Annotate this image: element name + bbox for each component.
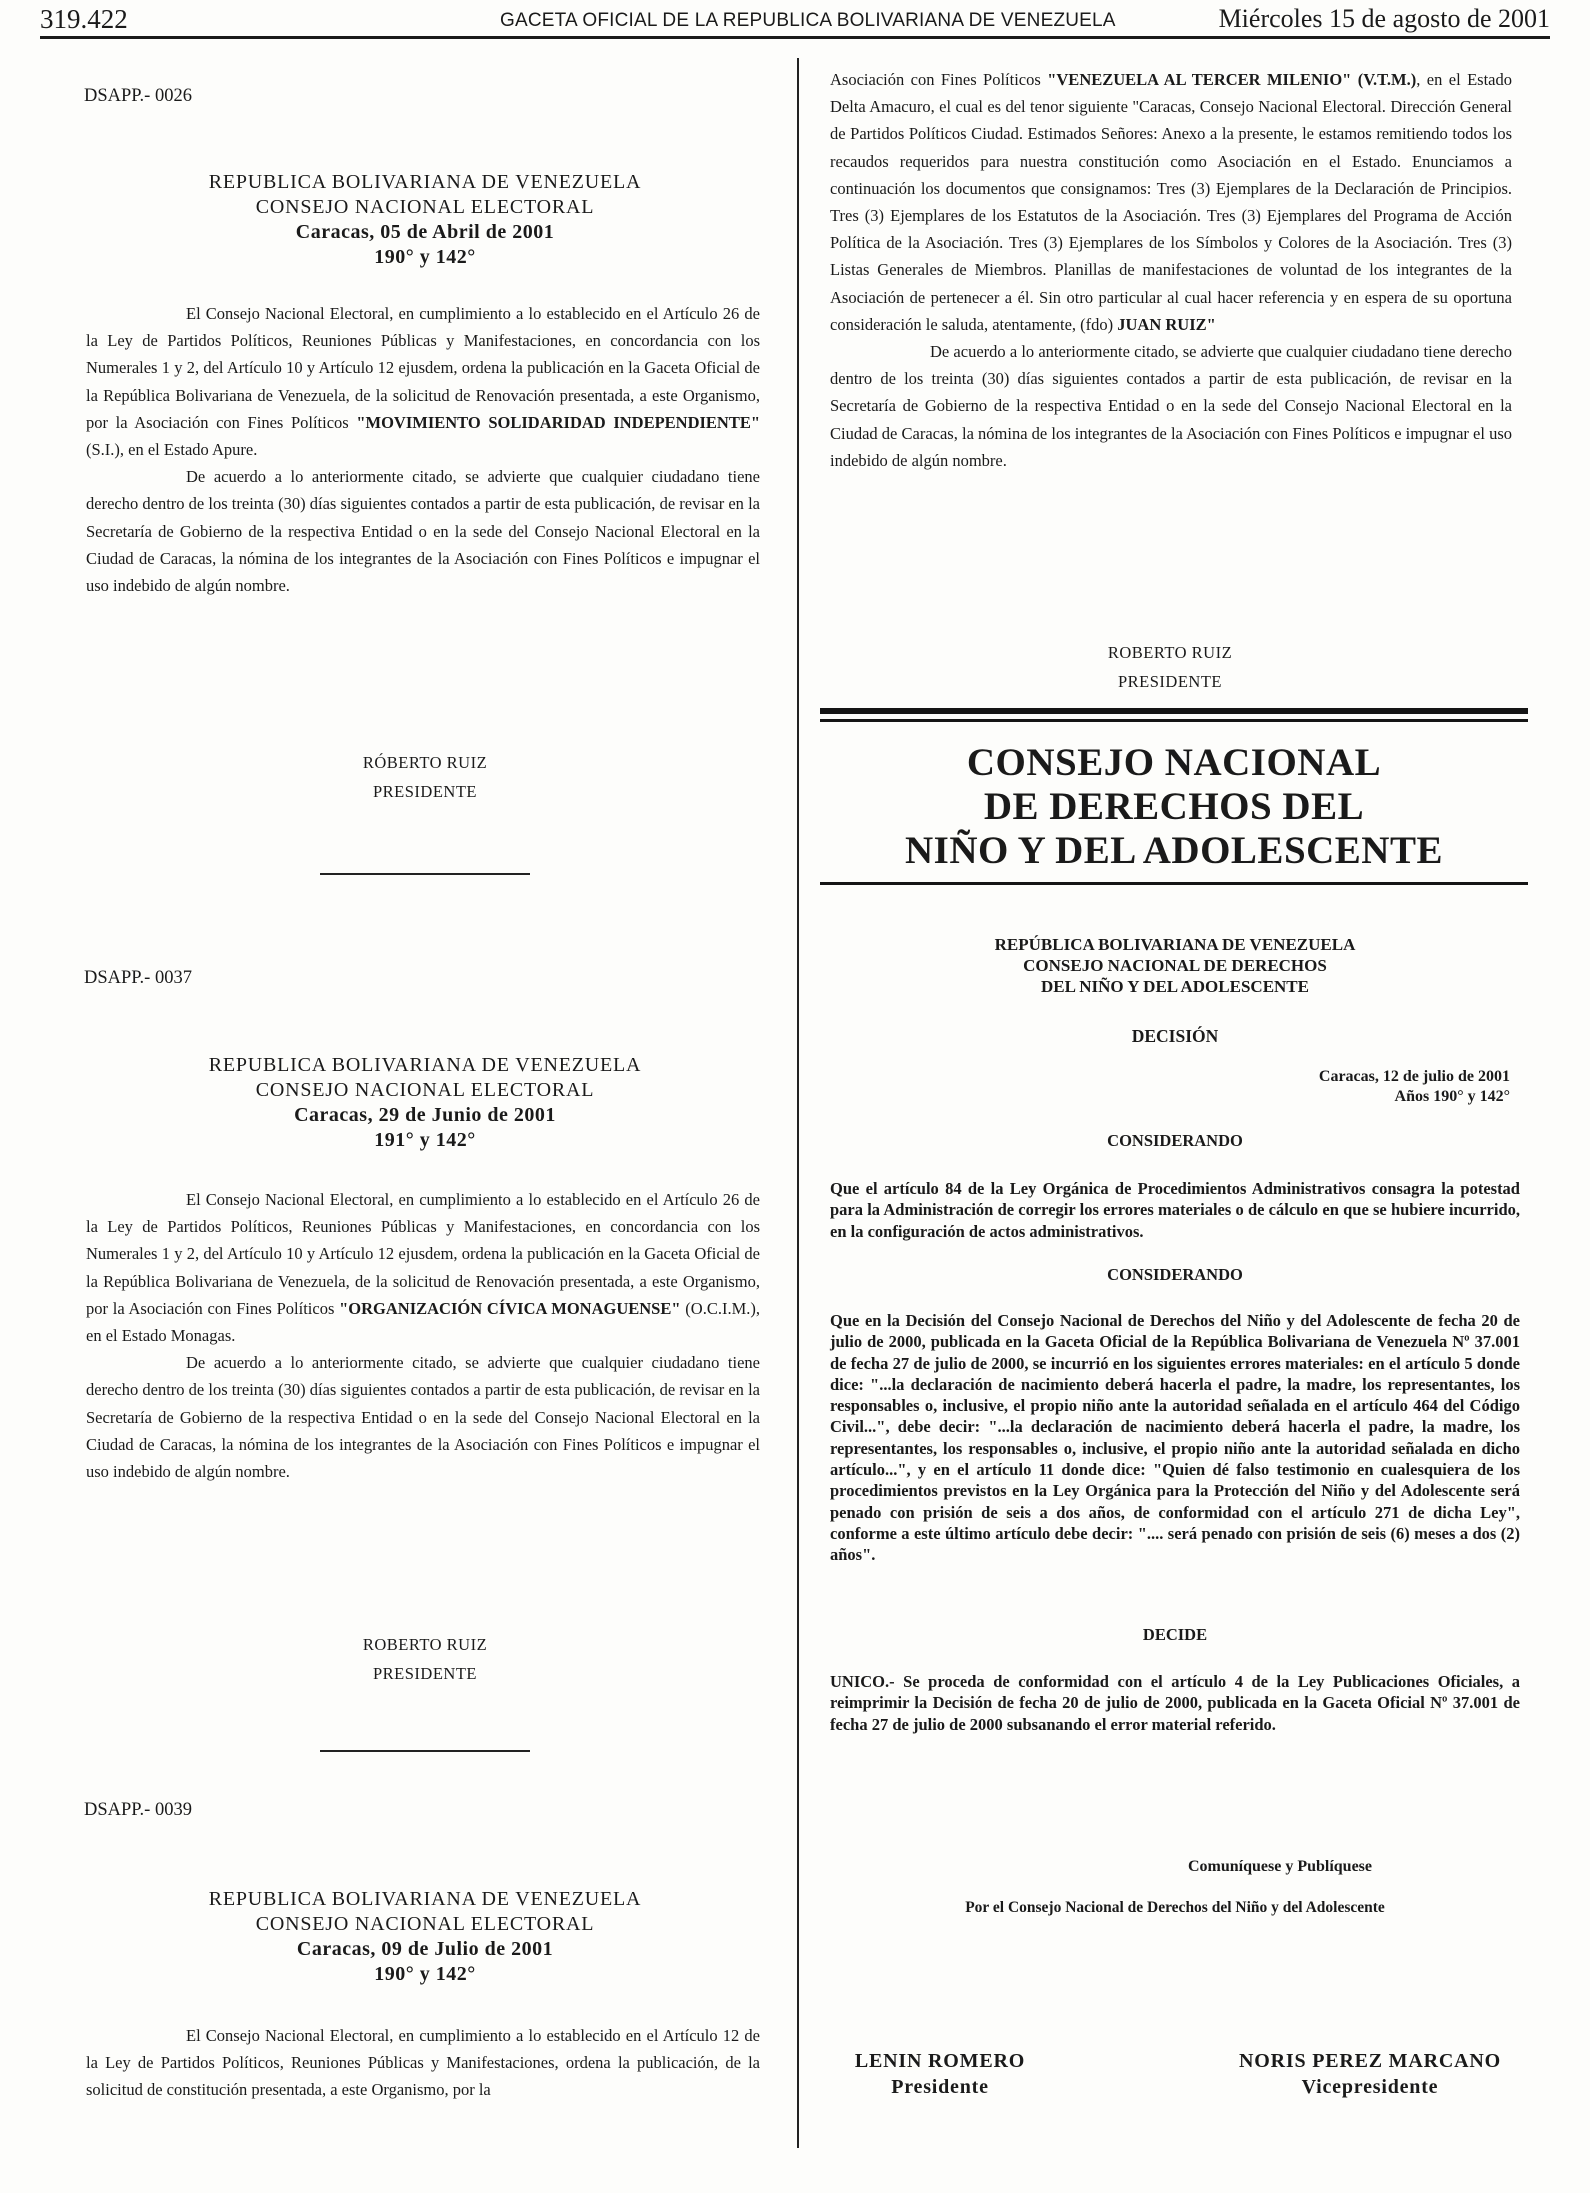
paragraph-tail: (S.I.), en el Estado Apure. bbox=[86, 440, 258, 460]
clause-paragraph: Que en la Decisión del Consejo Nacional de Derechos del Niño y del Adolescente de fecha 20 de julio de 2000, publicada en la Gaceta Oficial de la República Bolivariana de Venezuela Nº 37.001 de fecha 27 de julio de 2000, se incurrió en los siguientes errores materiales: en el artículo 5 donde dice: "...la declaración de nacimiento deberá hacerla el padre, la madre, los representantes, los responsables o, inclusive, el propio niño ante la autoridad señalada en el artículo 464 del Código Civil...", debe decir: "...la declaración de nacimiento deberá hacerla el padre, la madre, los representantes, los responsables o, inclusive, el propio niño ante la autoridad señalada en dicho artículo...", y en el artículo 11 donde dice: "Quien dé falso testimonio en cualesquiera de los procedimientos previstos en la Ley Orgánica para la Protección del Niño y del Adolescente será penado con prisión de seis a dos años, de conformidad con el artículo 271 de dicha Ley", conforme a este último artículo debe decir: ".... será penado con prisión de seis (6) meses a dos (2) años". bbox=[830, 1311, 1520, 1565]
decision-date bbox=[1200, 1067, 1510, 1107]
signer-name: RÓBERTO RUIZ bbox=[362, 753, 488, 772]
separator-rule bbox=[320, 1750, 530, 1752]
signer-name: NORIS PEREZ MARCANO bbox=[1239, 2050, 1501, 2072]
por-consejo-line: Por el Consejo Nacional de Derechos del Niño y del Adolescente bbox=[965, 1899, 1385, 1916]
years: Años 190° y 142° bbox=[1394, 1088, 1510, 1105]
signature-block bbox=[815, 2048, 1065, 2100]
signer-name: LENIN ROMERO bbox=[854, 2050, 1026, 2072]
clause-paragraph: Que el artículo 84 de la Ley Orgánica de Procedimientos Administrativos consagra la potestad para la Administración de corregir los errores materiales o de cálculo en que se hubiere incurrido, en la configuración de actos administrativos. bbox=[830, 1179, 1520, 1241]
considerando-heading: CONSIDERANDO bbox=[1107, 1265, 1243, 1284]
paragraph-text: Asociación con Fines Políticos bbox=[830, 70, 1041, 89]
clause-paragraph: UNICO.- Se proceda de conformidad con el artículo 4 de la Ley Publicaciones Oficiales, a reimprimir la Decisión de fecha 20 de julio de 2000, publicada en la Gaceta Oficial Nº 37.001 de fecha 27 de julio de 2000 subsanando el error material referido. bbox=[830, 1672, 1520, 1734]
signature-quote: JUAN RUIZ" bbox=[1117, 314, 1216, 334]
banner-bottom-rule bbox=[820, 882, 1528, 885]
heading-years: 191° y 142° bbox=[374, 1129, 476, 1151]
signer-title: PRESIDENTE bbox=[373, 782, 477, 801]
body-paragraph bbox=[86, 1186, 760, 1349]
banner-line: NIÑO Y DEL ADOLESCENTE bbox=[905, 829, 1443, 872]
gazette-title: GACETA OFICIAL DE LA REPUBLICA BOLIVARIANA DE VENEZUELA bbox=[500, 10, 1116, 31]
heading-council: CONSEJO NACIONAL ELECTORAL bbox=[255, 1079, 595, 1101]
page-header bbox=[40, 4, 1550, 38]
section-banner bbox=[820, 741, 1528, 873]
heading-republic: REPÚBLICA BOLIVARIANA DE VENEZUELA bbox=[994, 935, 1356, 954]
heading-date: Caracas, 05 de Abril de 2001 bbox=[295, 221, 555, 243]
decide-text bbox=[830, 1671, 1520, 1735]
section-code: DSAPP.- 0037 bbox=[84, 968, 192, 988]
association-name: "VENEZUELA AL TERCER MILENIO" (V.T.M.) bbox=[1047, 70, 1417, 89]
banner-line: CONSEJO NACIONAL bbox=[966, 741, 1382, 784]
signer-title: Vicepresidente bbox=[1301, 2076, 1439, 2098]
paragraph-tail: (O.C.I.M.), en el Estado Monagas. bbox=[86, 1298, 760, 1346]
body-paragraph: De acuerdo a lo anteriormente citado, se advierte que cualquier ciudadano tiene derecho dentro de los treinta (30) días siguientes contados a partir de esta publicación, de revisar en la Secretaría de Gobierno de la respectiva Entidad o en la sede del Consejo Nacional Electoral en la Ciudad de Caracas, la nómina de los integrantes de la Asociación con Fines Políticos e impugnar el uso indebido de algún nombre. bbox=[86, 467, 760, 596]
heading-republic: REPUBLICA BOLIVARIANA DE VENEZUELA bbox=[208, 171, 642, 193]
column-divider bbox=[797, 58, 799, 2148]
separator-rule bbox=[320, 873, 530, 875]
page-number: 319.422 bbox=[40, 4, 128, 34]
banner-line: DE DERECHOS DEL bbox=[983, 785, 1365, 828]
section-heading bbox=[130, 1887, 720, 1987]
signer-title: PRESIDENTE bbox=[373, 1664, 477, 1683]
signer-title: Presidente bbox=[891, 2076, 989, 2098]
signer-title: PRESIDENTE bbox=[1118, 672, 1222, 691]
decision-heading bbox=[830, 934, 1520, 997]
section-body bbox=[86, 2022, 760, 2104]
body-paragraph: De acuerdo a lo anteriormente citado, se advierte que cualquier ciudadano tiene derecho dentro de los treinta (30) días siguientes contados a partir de esta publicación, de revisar en la Secretaría de Gobierno de la respectiva Entidad o en la sede del Consejo Nacional Electoral en la Ciudad de Caracas, la nómina de los integrantes de la Asociación con Fines Políticos e impugnar el uso indebido de algún nombre. bbox=[830, 342, 1512, 470]
heading-council: CONSEJO NACIONAL ELECTORAL bbox=[255, 1913, 595, 1935]
heading-republic: REPUBLICA BOLIVARIANA DE VENEZUELA bbox=[208, 1054, 642, 1076]
signature-block bbox=[1215, 2048, 1525, 2100]
continued-body bbox=[830, 66, 1512, 474]
considerando-text bbox=[830, 1310, 1520, 1566]
header-rule bbox=[40, 36, 1550, 39]
association-name: "ORGANIZACIÓN CÍVICA MONAGUENSE" bbox=[339, 1298, 681, 1318]
section-code: DSAPP.- 0039 bbox=[84, 1800, 192, 1820]
section-body bbox=[86, 300, 760, 599]
association-name: "MOVIMIENTO SOLIDARIDAD INDEPENDIENTE" bbox=[356, 412, 761, 432]
section-body bbox=[86, 1186, 760, 1485]
paragraph-text: El Consejo Nacional Electoral, en cumplimiento a lo establecido en el Artículo 26 de la Ley de Partidos Políticos, Reuniones Públicas y Manifestaciones, en concordancia con los Numerales 1 y 2, del Artículo 10 y Artículo 12 ejusdem, ordena la publicación en la Gaceta Oficial de la República Bolivariana de Venezuela, de la solicitud de Renovación presentada, a este Organismo, por la Asociación con Fines Políticos bbox=[86, 1190, 760, 1318]
body-paragraph: De acuerdo a lo anteriormente citado, se advierte que cualquier ciudadano tiene derecho dentro de los treinta (30) días siguientes contados a partir de esta publicación, de revisar en la Secretaría de Gobierno de la respectiva Entidad o en la sede del Consejo Nacional Electoral en la Ciudad de Caracas, la nómina de los integrantes de la Asociación con Fines Políticos e impugnar el uso indebido de algún nombre. bbox=[86, 1353, 760, 1482]
signature-block bbox=[300, 748, 550, 806]
section-heading bbox=[130, 1053, 720, 1153]
banner-top-rule-thin bbox=[820, 719, 1528, 722]
heading-council-2: DEL NIÑO Y DEL ADOLESCENTE bbox=[1041, 977, 1309, 996]
paragraph-text: , en el Estado Delta Amacuro, el cual es del tenor siguiente "Caracas, Consejo Nacional Electoral. Dirección General de Partidos Políticos Ciudad. Estimados Señores: Anexo a la presente, le estamos remitiendo todos los recaudos requeridos para nuestra constitución como Asociación en el Estado. Enunciamos a continuación los documentos que consignamos: Tres (3) Ejemplares de la Declaración de Principios. Tres (3) Ejemplares de los Estatutos de la Asociación. Tres (3) Ejemplares del Programa de Acción Política de la Asociación. Tres (3) Ejemplares de los Símbolos y Colores de la Asociación. Tres (3) Listas Generales de Miembros. Planillas de manifestaciones de voluntad de los integrantes de la Asociación de pertenecer a él. Sin otro particular al cual hacer referencia y en espera de su oportuna consideración le saluda, atentamente, (fdo) bbox=[830, 70, 1513, 334]
paragraph-text: El Consejo Nacional Electoral, en cumplimiento a lo establecido en el Artículo 26 de la Ley de Partidos Políticos, Reuniones Públicas y Manifestaciones, en concordancia con los Numerales 1 y 2, del Artículo 10 y Artículo 12 ejusdem, ordena la publicación en la Gaceta Oficial de la República Bolivariana de Venezuela, de la solicitud de Renovación presentada, a este Organismo, por la Asociación con Fines Políticos bbox=[86, 304, 760, 432]
body-paragraph: El Consejo Nacional Electoral, en cumplimiento a lo establecido en el Artículo 12 de la Ley de Partidos Políticos, Reuniones Públicas y Manifestaciones, ordena la publicación, de la solicitud de constitución presentada, a este Organismo, por la bbox=[86, 2026, 760, 2100]
body-paragraph bbox=[830, 66, 1512, 338]
signer-name: ROBERTO RUIZ bbox=[1107, 643, 1233, 662]
banner-top-rule bbox=[820, 708, 1528, 714]
signature-block bbox=[300, 1630, 550, 1688]
signer-name: ROBERTO RUIZ bbox=[362, 1635, 488, 1654]
heading-years: 190° y 142° bbox=[374, 246, 476, 268]
decision-title: DECISIÓN bbox=[1131, 1026, 1219, 1046]
heading-date: Caracas, 09 de Julio de 2001 bbox=[296, 1938, 554, 1960]
signature-block bbox=[1045, 638, 1295, 696]
body-paragraph bbox=[86, 300, 760, 463]
issue-date: Miércoles 15 de agosto de 2001 bbox=[1218, 4, 1550, 33]
heading-council: CONSEJO NACIONAL ELECTORAL bbox=[255, 196, 595, 218]
place-date: Caracas, 12 de julio de 2001 bbox=[1318, 1068, 1510, 1085]
decide-heading: DECIDE bbox=[1142, 1625, 1208, 1644]
heading-republic: REPUBLICA BOLIVARIANA DE VENEZUELA bbox=[208, 1888, 642, 1910]
comuniquese-line: Comuníquese y Publíquese bbox=[1187, 1858, 1373, 1875]
heading-date: Caracas, 29 de Junio de 2001 bbox=[294, 1104, 556, 1126]
considerando-text bbox=[830, 1178, 1520, 1242]
section-code: DSAPP.- 0026 bbox=[84, 86, 192, 106]
section-heading bbox=[130, 170, 720, 270]
considerando-heading: CONSIDERANDO bbox=[1107, 1131, 1243, 1150]
heading-years: 190° y 142° bbox=[374, 1963, 476, 1985]
heading-council: CONSEJO NACIONAL DE DERECHOS bbox=[1023, 956, 1327, 975]
